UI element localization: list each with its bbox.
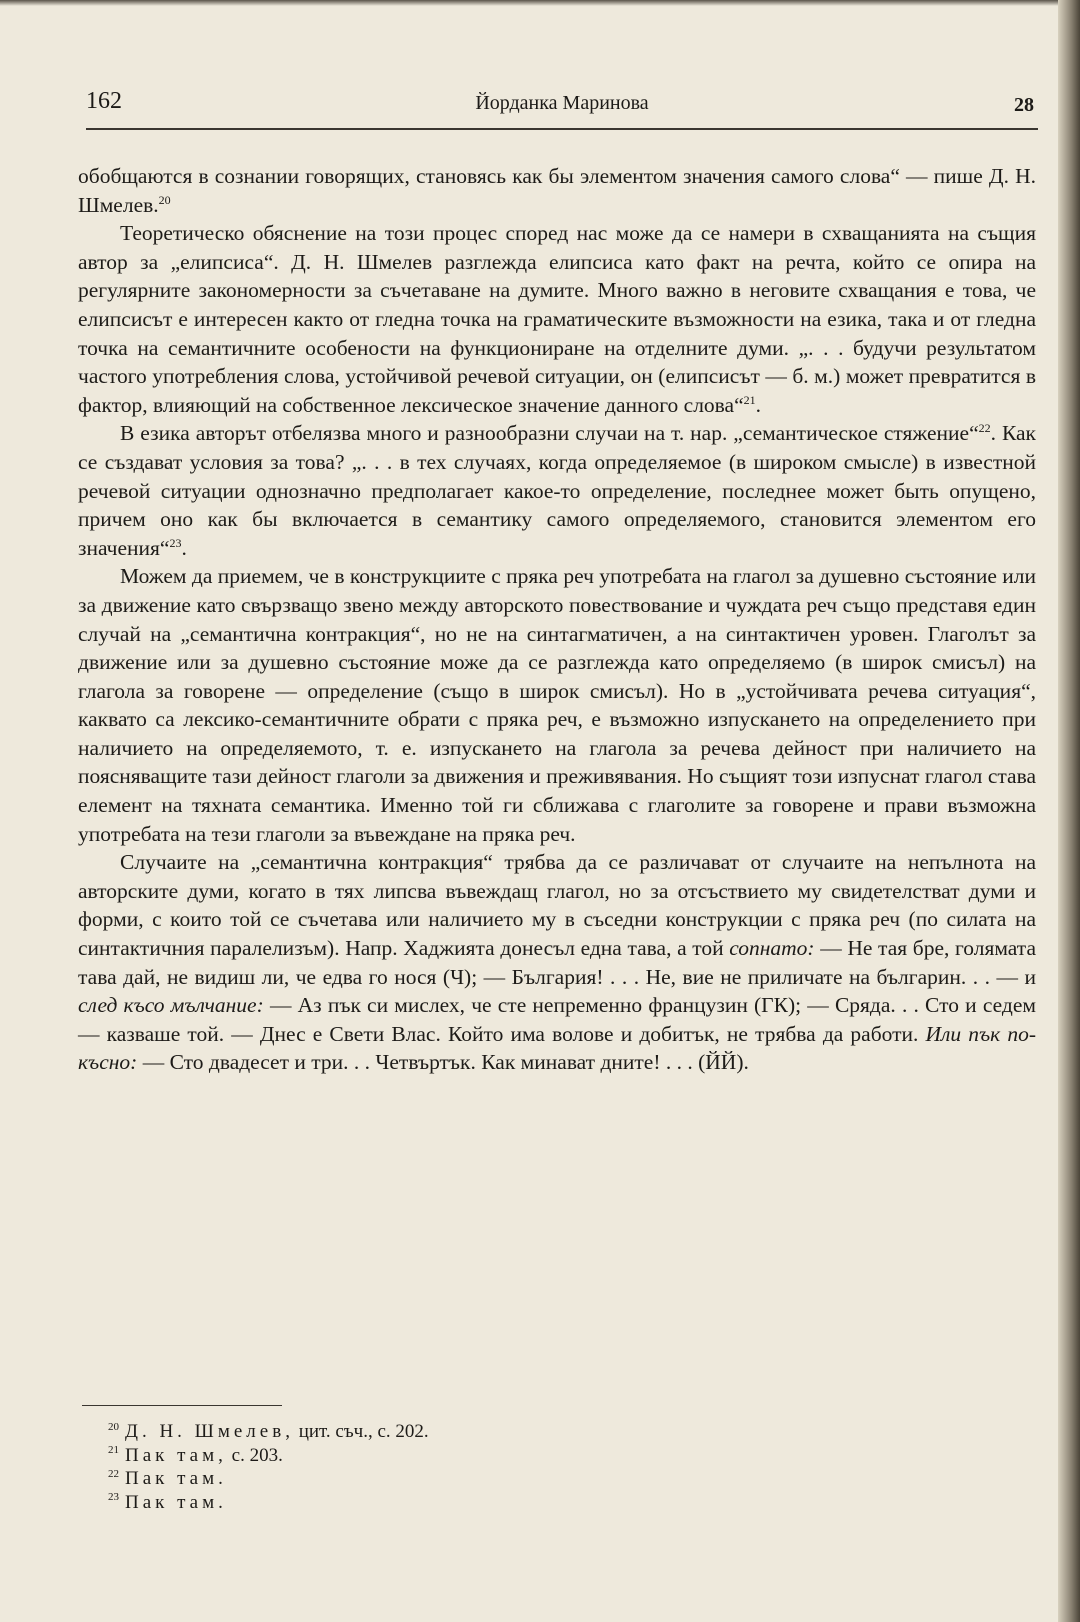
- footnote-number: 20: [108, 1420, 119, 1433]
- footnotes: [108, 1420, 808, 1514]
- footnote-20: [108, 1420, 808, 1444]
- footnote-rule: [82, 1405, 282, 1406]
- running-header: [86, 88, 1038, 130]
- paragraph-p0: обобщаются в сознании говорящих, становясь как бы элементом значения самого слова“ — пише Д. Н. Шмелев.$^{20}$: [78, 164, 1036, 217]
- footnote-text: с. 203.: [226, 1444, 283, 1466]
- footnote-source: Пак там.: [125, 1468, 227, 1489]
- issue-number: 28: [1014, 94, 1034, 116]
- footnote-number: 21: [108, 1444, 119, 1457]
- page-top-edge: [0, 0, 1060, 6]
- footnote-text: цит. съч., с. 202.: [293, 1421, 429, 1442]
- paragraph-p4: Случаите на „семантична контракция“ трябва да се различават от случаите на непълнота на авторските думи, когато в тях липсва въвеждащ глагол, но за отсъствието му свидетелстват думи и форми, с които той се съчетава или наличието му в съседни конструкции с пряка реч (по силата на синтактичния паралелизъм). Напр. Хаджията донесъл една тава, а той сопнато: — Не тая бре, голямата тава дай, не видиш ли, че едва го нося (Ч); — България! . . . Не, вие не приличате на българин. . . — и след късо мълчание: — Аз пък си мислех, че сте непременно французин (ГК); — Сряда. . . Сто и седем — казваше той. — Днес е Свети Влас. Който има волове и добитък, не трябва да работи. Или пък по-късно: — Сто двадесет и три. . . Четвъртък. Как минават дните! . . . (ЙЙ).: [78, 850, 1036, 1075]
- footnote-number: 22: [108, 1467, 119, 1480]
- footnote-source: Пак там.: [125, 1491, 227, 1513]
- footnote-number: 23: [108, 1491, 119, 1504]
- paragraph-p2: В езика авторът отбелязва много и разнообразни случаи на т. нар. „семантическое стяжение“$^{22}$. Как се създават условия за това? „. . . в тех случаях, когда определяемое (в широком смысле) в известной речевой ситуации однозначно предполагает какое-то определение, последнее может быть опущено, причем оно как бы включается в семантику самого определяемого, становится элементом его значения“$^{23}$.: [78, 421, 1036, 560]
- footnote-21: [108, 1444, 808, 1468]
- book-spine: [1058, 0, 1080, 1622]
- footnote-22: [108, 1467, 808, 1491]
- footnote-source: Д. Н. Шмелев,: [125, 1421, 294, 1442]
- body-text: [78, 162, 1036, 1077]
- page-number: 162: [86, 88, 122, 114]
- paragraph-p3: Можем да приемем, че в конструкциите с пряка реч употребата на глагол за душевно състояние или за движение като свързващо звено между авторското повествование и чуждата реч също представя един случай на „семантична контракция“, но не на синтагматичен, а на синтактичен уровен. Глаголът за движение или за душевно състояние може да се разглежда като определяемо (в широк смисъл) на глагола за говорене — определение (също в широк смисъл). Но в „устойчивата речева ситуация“, каквато са лексико-семантичните обрати с пряка реч, е възможно изпускането на определението при наличието на определяемото, т. е. изпускането на глагола за речева дейност при наличието на поясняващите тази дейност глаголи за движения и преживявания. Но същият този изпуснат глагол става елемент на тяхната семантика. Именно той ги сближава с глаголите за говорене и прави възможна употребата на тези глаголи за въвеждане на пряка реч.: [78, 564, 1036, 846]
- paragraph-p1: Теоретическо обяснение на този процес според нас може да се намери в схващанията на същия автор за „елипсиса“. Д. Н. Шмелев разглежда елипсиса като факт на речта, който се опира на регулярните закономерности за съчетаване на думите. Много важно в неговите схващания е това, че елипсисът е интересен както от гледна точка на граматическите възможности на езика, така и от гледна точка на семантичните особености на функциониране на отделните думи. „. . . будучи результатом частого употребления слова, устойчивой речевой ситуации, он (елипсисът — б. м.) может превратится в фактор, влияющий на собственное лексическое значение данного слова“$^{21}$.: [78, 221, 1036, 417]
- running-title: Йорданка Маринова: [475, 92, 649, 114]
- footnote-23: [108, 1491, 808, 1515]
- footnote-source: Пак там,: [125, 1444, 227, 1466]
